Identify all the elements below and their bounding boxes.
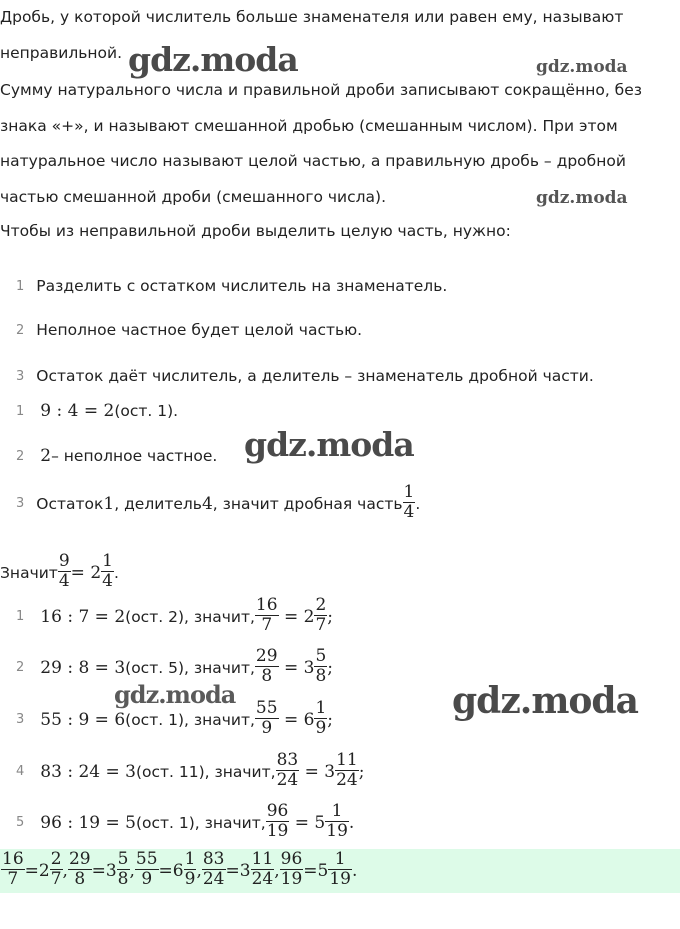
punctuation: . bbox=[415, 494, 421, 513]
list-text: Неполное частное будет целой частью. bbox=[36, 321, 363, 339]
list-text: – неполное частное. bbox=[51, 447, 218, 465]
list-item bbox=[16, 803, 354, 842]
separator: , bbox=[196, 860, 202, 881]
math-expression: 55 : 9 = 6 bbox=[40, 709, 126, 730]
answer-line bbox=[1, 851, 357, 890]
fraction: $\frac{29}{8}$ bbox=[68, 849, 91, 889]
fraction: $\frac{29}{8}$ bbox=[255, 646, 278, 686]
whole-part: 6 bbox=[172, 860, 184, 881]
fraction: $\frac{1}{9}$ bbox=[315, 698, 327, 738]
list-text: (ост. 1), значит, bbox=[125, 710, 255, 729]
list-item bbox=[16, 401, 178, 421]
paragraph-line: знака «+», и называют смешанной дробью (смешанным числом). При этом bbox=[0, 117, 618, 135]
separator: , bbox=[129, 860, 135, 881]
fraction: $\frac{83}{24}$ bbox=[276, 750, 299, 790]
math-expression: 83 : 24 = 3 bbox=[40, 761, 136, 782]
math-expression: 96 : 19 = 5 bbox=[40, 812, 136, 833]
list-text: , значит дробная часть bbox=[212, 494, 403, 513]
fraction: $\frac{55}{9}$ bbox=[135, 849, 158, 889]
punctuation: ; bbox=[358, 761, 365, 782]
whole-part: 3 bbox=[239, 860, 251, 881]
math-expression: 16 : 7 = 2 bbox=[40, 606, 126, 627]
list-number: 2 bbox=[16, 448, 25, 464]
list-number: 2 bbox=[16, 660, 25, 675]
math-expression: = 6 bbox=[278, 709, 315, 730]
watermark: gdz.moda bbox=[452, 680, 638, 722]
list-number: 3 bbox=[16, 496, 25, 511]
list-text: Разделить с остатком числитель на знаменатель. bbox=[36, 277, 448, 295]
equals: = bbox=[24, 860, 39, 881]
watermark: gdz.moda bbox=[244, 425, 414, 464]
fraction: $\frac{96}{19}$ bbox=[280, 849, 303, 889]
math-expression: = 3 bbox=[278, 657, 315, 678]
list-text: (ост. 2), значит, bbox=[125, 607, 255, 626]
list-item bbox=[16, 367, 594, 385]
watermark: gdz.moda bbox=[536, 57, 628, 77]
math-expression: 29 : 8 = 3 bbox=[40, 657, 126, 678]
conclusion-prefix: Значит bbox=[0, 563, 58, 582]
list-number: 4 bbox=[16, 764, 25, 779]
list-item bbox=[16, 321, 362, 339]
fraction: $\frac{9}{4}$ bbox=[58, 551, 70, 591]
fraction: $\frac{55}{9}$ bbox=[255, 698, 278, 738]
list-number: 1 bbox=[16, 609, 25, 624]
math-expression: = 3 bbox=[299, 761, 336, 782]
equals: = bbox=[158, 860, 173, 881]
math-expression: = 2 bbox=[70, 562, 102, 583]
fraction: $\frac{83}{24}$ bbox=[202, 849, 225, 889]
list-text: (ост. 11), значит, bbox=[135, 762, 276, 781]
fraction: $\frac{2}{7}$ bbox=[315, 595, 327, 635]
punctuation: . bbox=[351, 860, 358, 881]
fraction: $\frac{11}{24}$ bbox=[336, 750, 358, 790]
paragraph-line: неправильной. bbox=[0, 44, 123, 62]
list-text: Остаток bbox=[36, 494, 104, 513]
equals: = bbox=[225, 860, 240, 881]
math-number: 4 bbox=[201, 493, 213, 514]
punctuation: ; bbox=[327, 709, 333, 730]
list-number: 1 bbox=[16, 403, 25, 419]
paragraph-line: Дробь, у которой числитель больше знаменателя или равен ему, называют bbox=[0, 8, 624, 26]
math-number: 1 bbox=[103, 493, 115, 514]
whole-part: 5 bbox=[317, 860, 329, 881]
whole-part: 2 bbox=[38, 860, 50, 881]
list-text: (ост. 1). bbox=[114, 402, 179, 420]
fraction: $\frac{11}{24}$ bbox=[251, 849, 274, 889]
fraction: $\frac{1}{19}$ bbox=[326, 801, 348, 841]
whole-part: 3 bbox=[105, 860, 117, 881]
list-item bbox=[16, 446, 217, 466]
paragraph-line: Чтобы из неправильной дроби выделить целую часть, нужно: bbox=[0, 222, 511, 240]
paragraph-line: частью смешанной дроби (смешанного числа). bbox=[0, 188, 387, 206]
punctuation: . bbox=[113, 563, 119, 582]
equals: = bbox=[303, 860, 318, 881]
fraction: $\frac{1}{19}$ bbox=[329, 849, 351, 889]
list-number: 1 bbox=[16, 278, 25, 294]
math-expression: = 5 bbox=[289, 812, 326, 833]
list-item bbox=[16, 752, 364, 791]
watermark: gdz.moda bbox=[536, 188, 628, 208]
watermark: gdz.moda bbox=[128, 40, 298, 79]
list-item bbox=[16, 277, 447, 295]
list-text: (ост. 5), значит, bbox=[125, 658, 255, 677]
fraction: $\frac{1}{4}$ bbox=[403, 482, 415, 522]
conclusion-line bbox=[0, 553, 119, 592]
punctuation: . bbox=[348, 812, 355, 833]
list-text: , делитель bbox=[114, 494, 202, 513]
list-number: 5 bbox=[16, 815, 25, 830]
punctuation: ; bbox=[327, 606, 333, 627]
watermark: gdz.moda bbox=[114, 680, 236, 709]
fraction: $\frac{5}{8}$ bbox=[315, 646, 327, 686]
separator: , bbox=[274, 860, 280, 881]
list-item bbox=[16, 597, 333, 636]
punctuation: ; bbox=[327, 657, 333, 678]
list-number: 2 bbox=[16, 322, 25, 338]
fraction: $\frac{2}{7}$ bbox=[50, 849, 62, 889]
fraction: $\frac{5}{8}$ bbox=[117, 849, 129, 889]
list-number: 3 bbox=[16, 368, 25, 384]
equals: = bbox=[91, 860, 106, 881]
fraction: $\frac{16}{7}$ bbox=[2, 849, 24, 889]
list-text: (ост. 1), значит, bbox=[135, 813, 266, 832]
list-number: 3 bbox=[16, 712, 25, 727]
math-expression: 2 bbox=[40, 446, 52, 466]
math-expression: 9 : 4 = 2 bbox=[40, 401, 115, 421]
fraction: $\frac{96}{19}$ bbox=[266, 801, 289, 841]
list-item bbox=[16, 484, 420, 523]
list-text: Остаток даёт числитель, а делитель – знаменатель дробной части. bbox=[36, 367, 594, 385]
fraction: $\frac{1}{4}$ bbox=[102, 551, 113, 591]
paragraph-line: натуральное число называют целой частью, а правильную дробь – дробной bbox=[0, 152, 626, 170]
paragraph-line: Сумму натурального числа и правильной дроби записывают сокращённо, без bbox=[0, 81, 643, 99]
fraction: $\frac{16}{7}$ bbox=[255, 595, 278, 635]
fraction: $\frac{1}{9}$ bbox=[184, 849, 196, 889]
separator: , bbox=[62, 860, 68, 881]
math-expression: = 2 bbox=[278, 606, 315, 627]
